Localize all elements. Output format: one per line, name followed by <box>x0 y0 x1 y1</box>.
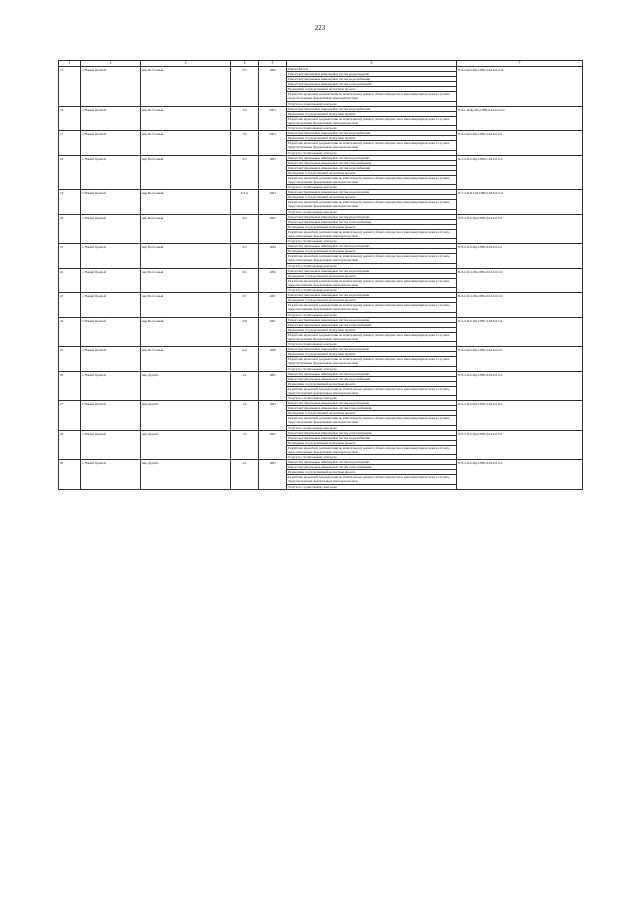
row-house: 2/1 <box>231 460 259 490</box>
row-work-type: Проведение государственной экспертизы проекта <box>287 87 457 92</box>
row-work-type: Ремонт внутридомовых инженерных систем водоснабжения <box>287 165 457 170</box>
row-code: П-9-2-П-0-ПД-СВВ-Л-М-0-0-0-0 <box>457 347 583 372</box>
table-row <box>59 430 583 435</box>
row-year: 2004 <box>259 131 287 156</box>
row-work-type: Ремонт внутридомовых инженерных систем теплоснабжения <box>287 430 457 435</box>
table-row <box>59 268 583 273</box>
row-work-type: Ремонт внутридомовых инженерных систем теплоснабжения <box>287 219 457 224</box>
table-body <box>59 61 583 490</box>
row-code: П-5-4-П-0-ПД-СВВ-С-М-0-0-0-0 <box>457 155 583 190</box>
row-work-type: Разработка проектной документации по капитальному ремонту общего имущества в многоквартирном доме в случаях, предусмотренных федеральным законодательством <box>287 278 457 288</box>
row-city: г. Новый Уренгой <box>81 106 141 131</box>
row-code: П-9-2-П-0-ПД-СВВ-Л-М-0-0-0-Ф <box>457 67 583 107</box>
row-code: П-9-2-П-0-ПД-СВВ-Л-М-0-0-0-4 <box>457 317 583 347</box>
row-house: 6/5 <box>231 244 259 269</box>
row-work-type: Ремонт внутридомовых инженерных систем теплоснабжения <box>287 322 457 327</box>
row-work-type: Проведение государственной экспертизы проекта <box>287 273 457 278</box>
row-work-type: Ремонт внутридомовых инженерных систем водоснабжения <box>287 77 457 82</box>
row-district: мкр Восточный <box>141 131 231 156</box>
table-row <box>59 401 583 406</box>
row-number: 19 <box>59 190 81 215</box>
row-work-type: Проведение государственной экспертизы проекта <box>287 298 457 303</box>
row-number: 29 <box>59 460 81 490</box>
row-work-type: Разработка проектной документации по капитальному ремонту общего имущества в многоквартирном доме в случаях, предусмотренных федеральным законодательством <box>287 116 457 126</box>
table-row <box>59 131 583 136</box>
row-work-type: Ремонт внутридомовых инженерных систем водоотведения <box>287 190 457 195</box>
row-city: г. Новый Уренгой <box>81 131 141 156</box>
row-house: 1/5 <box>231 430 259 460</box>
row-district: мкр Восточный <box>141 293 231 318</box>
row-work-type: Услуги по строительному контролю <box>287 126 457 131</box>
row-work-type: Проведение государственной экспертизы проекта <box>287 111 457 116</box>
row-work-type: Проведение государственной экспертизы проекта <box>287 470 457 475</box>
row-work-type: Ремонт внутридомовых инженерных систем водоотведения <box>287 72 457 77</box>
row-work-type: Проведение государственной экспертизы проекта <box>287 440 457 445</box>
row-year: 1989 <box>259 67 287 107</box>
row-work-type: Ремонт внутридомовых инженерных систем водоснабжения <box>287 435 457 440</box>
row-number: 28 <box>59 430 81 460</box>
row-year: 1992 <box>259 371 287 401</box>
row-year: 1996 <box>259 268 287 293</box>
table-row <box>59 293 583 298</box>
row-work-type: Ремонт внутридомовых инженерных систем водоотведения <box>287 460 457 465</box>
row-house: 1/4 <box>231 401 259 431</box>
row-city: г. Новый Уренгой <box>81 244 141 269</box>
table-row <box>59 190 583 195</box>
row-district: мкр Дружба <box>141 371 231 401</box>
row-work-type: Услуги по строительному контролю <box>287 239 457 244</box>
row-work-type: Ремонт внутридомовых инженерных систем водоотведения <box>287 371 457 376</box>
row-number: 24 <box>59 317 81 347</box>
row-year: 2003 <box>259 106 287 131</box>
table-row <box>59 371 583 376</box>
row-code: П-9-2-П-0-ПД-СВВ-Л-М-0-0-0-0 <box>457 214 583 244</box>
row-work-type: Разработка проектной документации по капитальному ремонту общего имущества в многоквартирном доме в случаях, предусмотренных федеральным законодательством <box>287 332 457 342</box>
table-row <box>59 317 583 322</box>
row-number: 25 <box>59 347 81 372</box>
row-work-type: Услуги по строительному контролю <box>287 425 457 430</box>
row-year: 1998 <box>259 347 287 372</box>
row-house: 5/4 <box>231 106 259 131</box>
row-year: 1992 <box>259 214 287 244</box>
row-code: П-9-5-П-0-ПД-СВВ-Л-М-0-0-0-0 <box>457 401 583 431</box>
row-code: П-9-5-П-0-ПД-СВВ-Л-М-0-0-0-0 <box>457 371 583 401</box>
header-cell: 7 <box>457 61 583 67</box>
row-house: 5/3 <box>231 67 259 107</box>
row-number: 22 <box>59 268 81 293</box>
row-city: г. Новый Уренгой <box>81 401 141 431</box>
row-house: 6/9 <box>231 347 259 372</box>
row-work-type: Ремонт внутридомовых инженерных систем теплоснабжения <box>287 160 457 165</box>
row-work-type: Услуги по строительному контролю <box>287 263 457 268</box>
row-work-type: Ремонт внутридомовых инженерных систем водоотведения <box>287 401 457 406</box>
header-cell: 5 <box>259 61 287 67</box>
row-work-type: Разработка проектной документации по капитальному ремонту общего имущества в многоквартирном доме в случаях, предусмотренных федеральным законодательством <box>287 141 457 151</box>
row-house: 1/2 <box>231 371 259 401</box>
row-number: 26 <box>59 371 81 401</box>
table-row <box>59 155 583 160</box>
header-cell: 3 <box>141 61 231 67</box>
row-work-type: Ремонт внутридомовых инженерных систем водоотведения <box>287 268 457 273</box>
header-cell: 6 <box>287 61 457 67</box>
header-cell: 4 <box>231 61 259 67</box>
row-work-type: Ремонт внутридомовых инженерных систем водоснабжения <box>287 376 457 381</box>
row-number: 15 <box>59 67 81 107</box>
row-code: П-9-2-П-0-ПД-СВВ-Л-М-0-0-0-4 <box>457 131 583 156</box>
row-code: П-9-5-П-0-ПД-СВВ-Л-М-0-0-0-0 <box>457 460 583 490</box>
row-district: мкр Восточный <box>141 106 231 131</box>
row-district: мкр Восточный <box>141 317 231 347</box>
row-house: 6/3 А <box>231 190 259 215</box>
row-work-type: Разработка проектной документации по капитальному ремонту общего имущества в многоквартирном доме в случаях, предусмотренных федеральным законодательством <box>287 175 457 185</box>
row-city: г. Новый Уренгой <box>81 67 141 107</box>
row-district: мкр Дружба <box>141 401 231 431</box>
header-cell: 2 <box>81 61 141 67</box>
row-work-type: Услуги по строительному контролю <box>287 366 457 371</box>
works-table <box>58 60 583 490</box>
row-work-type: Услуги по строительному контролю <box>287 288 457 293</box>
row-work-type: Разработка проектной документации по капитальному ремонту общего имущества в многоквартирном доме в случаях, предусмотренных федеральным законодательством <box>287 475 457 485</box>
row-work-type: Ремонт фасада <box>287 67 457 72</box>
row-year: 1992 <box>259 430 287 460</box>
row-work-type: Услуги по строительному контролю <box>287 150 457 155</box>
row-year: 1993 <box>259 401 287 431</box>
row-city: г. Новый Уренгой <box>81 371 141 401</box>
row-work-type: Разработка проектной документации по капитальному ремонту общего имущества в многоквартирном доме в случаях, предусмотренных федеральным законодательством <box>287 200 457 210</box>
row-year: 1997 <box>259 293 287 318</box>
row-number: 23 <box>59 293 81 318</box>
row-work-type: Ремонт внутридомовых инженерных систем водоотведения <box>287 244 457 249</box>
row-city: г. Новый Уренгой <box>81 214 141 244</box>
row-district: мкр Восточный <box>141 190 231 215</box>
row-work-type: Разработка проектной документации по капитальному ремонту общего имущества в многоквартирном доме в случаях, предусмотренных федеральным законодательством <box>287 92 457 102</box>
row-city: г. Новый Уренгой <box>81 347 141 372</box>
row-code: П-3-4-П-П-ПД-СВВ-0-М-0-0-0-0 <box>457 190 583 215</box>
row-house: 6/4 <box>231 214 259 244</box>
row-city: г. Новый Уренгой <box>81 155 141 190</box>
row-work-type: Проведение государственной экспертизы проекта <box>287 327 457 332</box>
row-work-type: Ремонт внутридомовых инженерных систем водоотведения <box>287 214 457 219</box>
row-number: 21 <box>59 244 81 269</box>
page-number: 223 <box>314 24 326 32</box>
row-house: 5/6 <box>231 131 259 156</box>
row-work-type: Услуги по строительному контролю <box>287 455 457 460</box>
row-work-type: Услуги по строительному контролю <box>287 484 457 489</box>
row-work-type: Проведение государственной экспертизы проекта <box>287 136 457 141</box>
row-work-type: Услуги по строительному контролю <box>287 101 457 106</box>
row-city: г. Новый Уренгой <box>81 460 141 490</box>
row-work-type: Ремонт внутридомовых инженерных систем водоснабжения <box>287 131 457 136</box>
row-work-type: Ремонт внутридомовых инженерных систем водоотведения <box>287 293 457 298</box>
row-house: 6/6 <box>231 268 259 293</box>
row-number: 16 <box>59 106 81 131</box>
row-number: 18 <box>59 155 81 190</box>
header-cell: 1 <box>59 61 81 67</box>
table-row <box>59 244 583 249</box>
row-work-type: Ремонт внутридомовых инженерных систем водоотведения <box>287 155 457 160</box>
row-year: 2001 <box>259 317 287 347</box>
row-work-type: Разработка проектной документации по капитальному ремонту общего имущества в многоквартирном доме в случаях, предусмотренных федеральным законодательством <box>287 357 457 367</box>
row-district: мкр Дружба <box>141 430 231 460</box>
row-work-type: Проведение государственной экспертизы проекта <box>287 411 457 416</box>
row-work-type: Услуги по строительному контролю <box>287 342 457 347</box>
row-work-type: Ремонт внутридомовых инженерных систем теплоснабжения <box>287 465 457 470</box>
row-district: мкр Восточный <box>141 155 231 190</box>
row-code: П-9-1-П-Вр-ПД-СВВ-Л-М-0-0-0-0 <box>457 106 583 131</box>
row-work-type: Ремонт внутридомовых инженерных систем теплоснабжения <box>287 82 457 87</box>
row-work-type: Ремонт внутридомовых инженерных систем водоотведения <box>287 347 457 352</box>
row-work-type: Проведение государственной экспертизы проекта <box>287 224 457 229</box>
table-row <box>59 214 583 219</box>
row-district: мкр Восточный <box>141 67 231 107</box>
row-work-type: Проведение государственной экспертизы проекта <box>287 352 457 357</box>
row-year: 2004 <box>259 190 287 215</box>
row-number: 27 <box>59 401 81 431</box>
row-house: 6/3 <box>231 155 259 190</box>
row-work-type: Услуги по строительному контролю <box>287 209 457 214</box>
row-work-type: Ремонт внутридомовых инженерных систем водоснабжения <box>287 106 457 111</box>
row-district: мкр Восточный <box>141 244 231 269</box>
row-work-type: Услуги по строительному контролю <box>287 185 457 190</box>
row-house: 6/8 <box>231 317 259 347</box>
row-code: П-9-2-П-0-ПД-СВВ-Л-М-0-0-0-0 <box>457 268 583 293</box>
row-code: П-9-2-П-0-ПД-СВВ-Л-М-0-0-0-1 <box>457 244 583 269</box>
row-district: мкр Восточный <box>141 347 231 372</box>
row-district: мкр Восточный <box>141 214 231 244</box>
row-year: 1993 <box>259 155 287 190</box>
row-work-type: Разработка проектной документации по капитальному ремонту общего имущества в многоквартирном доме в случаях, предусмотренных федеральным законодательством <box>287 303 457 313</box>
row-work-type: Разработка проектной документации по капитальному ремонту общего имущества в многоквартирном доме в случаях, предусмотренных федеральным законодательством <box>287 445 457 455</box>
row-city: г. Новый Уренгой <box>81 190 141 215</box>
row-district: мкр Восточный <box>141 268 231 293</box>
row-code: П-9-2-П-0-ПД-СВВ-Л-М-0-0-0-0 <box>457 293 583 318</box>
table-row <box>59 347 583 352</box>
table-row <box>59 106 583 111</box>
row-work-type: Проведение государственной экспертизы проекта <box>287 249 457 254</box>
row-work-type: Ремонт внутридомовых инженерных систем водоотведения <box>287 317 457 322</box>
row-work-type: Проведение государственной экспертизы проекта <box>287 195 457 200</box>
row-house: 6/7 <box>231 293 259 318</box>
row-number: 17 <box>59 131 81 156</box>
row-year: 1994 <box>259 244 287 269</box>
row-city: г. Новый Уренгой <box>81 430 141 460</box>
row-work-type: Услуги по строительному контролю <box>287 396 457 401</box>
row-work-type: Ремонт внутридомовых инженерных систем теплоснабжения <box>287 406 457 411</box>
row-work-type: Разработка проектной документации по капитальному ремонту общего имущества в многоквартирном доме в случаях, предусмотренных федеральным законодательством <box>287 416 457 426</box>
row-city: г. Новый Уренгой <box>81 293 141 318</box>
row-work-type: Разработка проектной документации по капитальному ремонту общего имущества в многоквартирном доме в случаях, предусмотренных федеральным законодательством <box>287 229 457 239</box>
row-number: 20 <box>59 214 81 244</box>
row-work-type: Разработка проектной документации по капитальному ремонту общего имущества в многоквартирном доме в случаях, предусмотренных федеральным законодательством <box>287 254 457 264</box>
row-work-type: Разработка проектной документации по капитальному ремонту общего имущества в многоквартирном доме в случаях, предусмотренных федеральным законодательством <box>287 386 457 396</box>
row-city: г. Новый Уренгой <box>81 268 141 293</box>
row-work-type: Проведение государственной экспертизы проекта <box>287 170 457 175</box>
row-city: г. Новый Уренгой <box>81 317 141 347</box>
row-work-type: Проведение государственной экспертизы проекта <box>287 381 457 386</box>
row-work-type: Услуги по строительному контролю <box>287 312 457 317</box>
table-row <box>59 460 583 465</box>
row-year: 1993 <box>259 460 287 490</box>
row-district: мкр Дружба <box>141 460 231 490</box>
row-code: П-9-5-П-0-ПД-СВВ-Л-М-0-0-0-0 <box>457 430 583 460</box>
